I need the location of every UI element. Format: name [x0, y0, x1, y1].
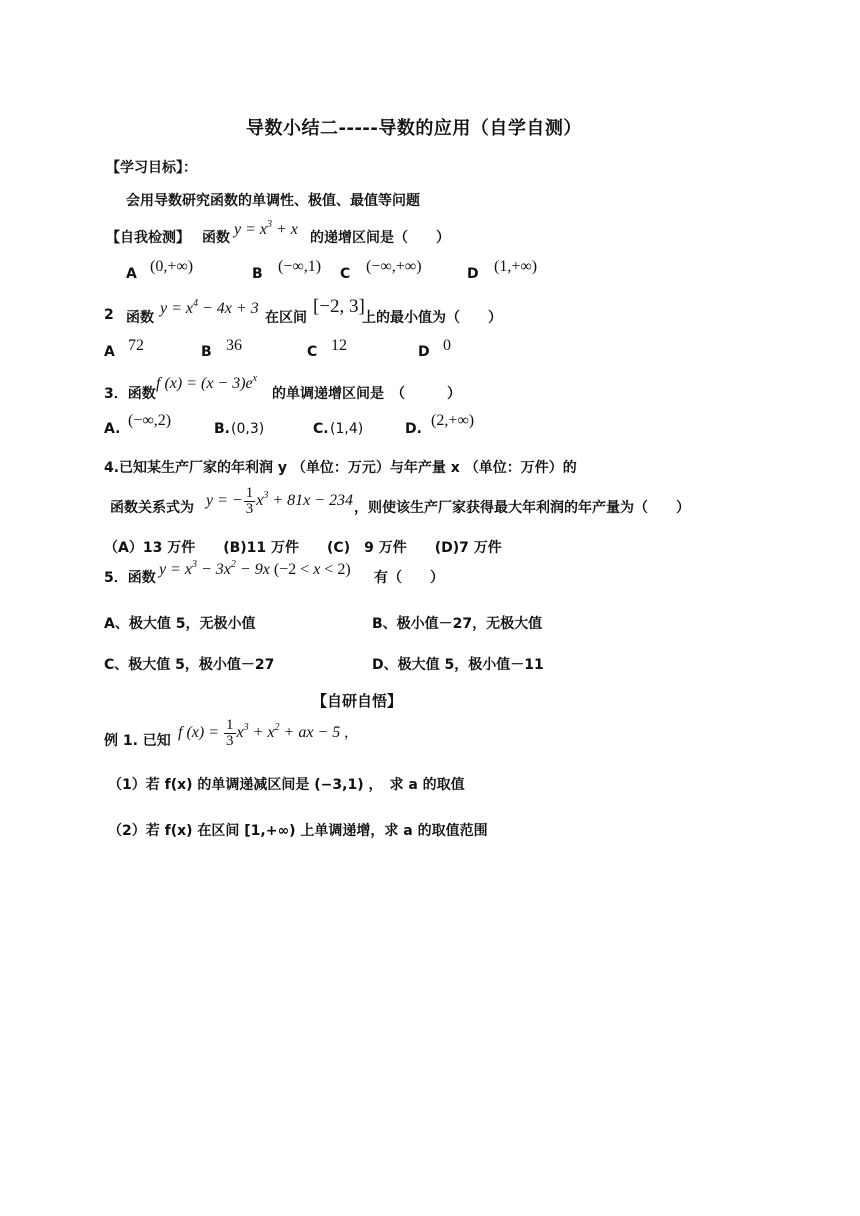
- q1-formula: $y = x^3 + x$: [234, 219, 298, 238]
- q2-option-b-letter: B: [201, 344, 212, 360]
- q2-option-c-letter: C: [307, 344, 318, 360]
- q3-option-b-value: (0,3): [231, 421, 265, 437]
- research-header: 【自研自悟】: [312, 692, 403, 710]
- q5-formula: $y = x^3 - 3x^2 - 9x$ (−2 < x < 2): [159, 559, 351, 578]
- q2-option-c-value: 12: [331, 337, 347, 354]
- q4-line1: 4.已知某生产厂家的年利润 y （单位：万元）与年产量 x （单位：万件）的: [104, 460, 577, 476]
- q5-option-d: D、极大值 5，极小值－11: [372, 657, 544, 673]
- q3-option-d-value: (2,+∞): [431, 412, 475, 429]
- q1-option-c-value: (−∞,+∞): [366, 258, 422, 275]
- page-title: 导数小结二-----导数的应用（自学自测）: [246, 118, 582, 139]
- q2-mid: 在区间: [265, 310, 307, 326]
- q1-option-a-value: (0,+∞): [150, 258, 194, 275]
- q1-option-d-letter: D: [467, 266, 479, 282]
- q2-option-d-letter: D: [418, 344, 430, 360]
- example-part2: （2）若 f(x) 在区间 [1,+∞) 上单调递增，求 a 的取值范围: [108, 823, 488, 839]
- q1-option-a-letter: A: [126, 266, 137, 282]
- q1-option-d-value: (1,+∞): [494, 258, 538, 275]
- q4-line2-suffix: ，则使该生产厂家获得最大年利润的年产量为（ ）: [354, 500, 690, 516]
- q2-number: 2: [104, 307, 114, 323]
- q2-formula: $y = x^4 - 4x + 3$: [160, 298, 259, 317]
- q2-option-d-value: 0: [443, 337, 451, 354]
- q2-option-a-letter: A: [104, 344, 115, 360]
- q2-prefix: 函数: [126, 310, 154, 326]
- q3-formula: f $(x) = (x - 3)e^x$: [156, 373, 258, 392]
- q1-option-c-letter: C: [340, 266, 351, 282]
- q3-option-c-letter: C.: [313, 421, 329, 437]
- q5-option-b: B、极小值－27，无极大值: [372, 616, 543, 632]
- q1-prefix: 函数: [202, 230, 230, 246]
- selftest-header: 【自我检测】: [106, 230, 190, 246]
- q5-suffix: 有（ ）: [374, 570, 444, 586]
- q4-options: （A）13 万件 (B)11 万件 (C) 9 万件 (D)7 万件: [104, 540, 502, 556]
- q1-option-b-value: (−∞,1): [278, 258, 322, 275]
- q2-option-a-value: 72: [128, 337, 144, 354]
- q2-interval: [−2, 3]: [313, 296, 365, 317]
- q2-option-b-value: 36: [226, 337, 242, 354]
- q3-option-a-letter: A.: [104, 421, 121, 437]
- q5-option-a: A、极大值 5，无极小值: [104, 616, 256, 632]
- q3-option-d-letter: D.: [405, 421, 422, 437]
- example-part1: （1）若 f(x) 的单调递减区间是 (−3,1) ， 求 a 的取值: [108, 777, 465, 793]
- q3-option-c-value: (1,4): [330, 421, 364, 437]
- q3-option-a-value: (−∞,2): [128, 412, 172, 429]
- q2-suffix: 上的最小值为（ ）: [362, 310, 502, 326]
- q3-suffix: 的单调递增区间是 （ ）: [272, 386, 461, 402]
- objective-text: 会用导数研究函数的单调性、极值、最值等问题: [126, 193, 420, 209]
- q1-suffix: 的递增区间是（ ）: [310, 230, 450, 246]
- q3-option-b-letter: B.: [214, 421, 230, 437]
- q4-line2-prefix: 函数关系式为: [110, 500, 194, 516]
- q4-formula: y = − $\frac{1}{3}$ $x^3 + 81x - 234$: [206, 485, 354, 517]
- q5-prefix: 5．函数: [104, 570, 156, 586]
- q3-prefix: 3．函数: [104, 386, 156, 402]
- example-prefix: 例 1. 已知: [104, 733, 171, 749]
- q5-option-c: C、极大值 5，极小值－27: [104, 657, 275, 673]
- objective-header: 【学习目标】：: [106, 160, 197, 176]
- example-formula: f (x) = $\frac{1}{3}$ $x^3 + x^2$ + ax − 5 ,: [178, 717, 349, 749]
- q1-option-b-letter: B: [252, 266, 263, 282]
